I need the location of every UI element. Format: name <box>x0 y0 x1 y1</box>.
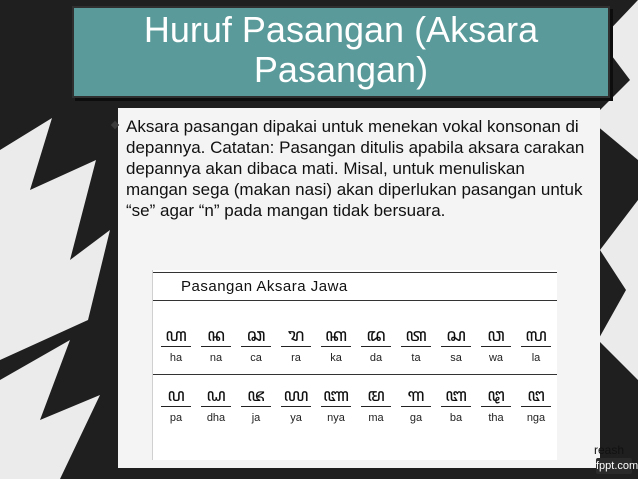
table-title: Pasangan Aksara Jawa <box>181 278 348 295</box>
latin-label-ma: ma <box>368 412 384 424</box>
aksara-table <box>152 270 557 460</box>
javanese-glyph-ma: ꦩ <box>367 385 385 406</box>
glyph-baseline <box>321 406 351 407</box>
latin-label-ya: ya <box>290 412 302 424</box>
javanese-glyph-da: ꦢ <box>366 325 386 346</box>
glyph-baseline <box>441 346 471 347</box>
title-line-1: Huruf Pasangan (Aksara <box>143 9 539 50</box>
glyph-baseline <box>481 346 511 347</box>
javanese-glyph-la: ꦭ <box>525 325 547 346</box>
javanese-glyph-dha: ꦝ <box>206 385 226 406</box>
row2-cell-pa <box>157 380 195 432</box>
javanese-glyph-na: ꦤ <box>207 325 225 346</box>
footer-text: reash <box>594 443 625 457</box>
latin-label-nya: nya <box>327 412 345 424</box>
table-row-2 <box>153 380 557 432</box>
row2-cell-tha <box>477 380 515 432</box>
glyph-baseline <box>201 406 231 407</box>
glyph-baseline <box>361 406 391 407</box>
row2-cell-nya <box>317 380 355 432</box>
row1-cell-ta <box>397 320 435 372</box>
latin-label-pa: pa <box>169 412 183 424</box>
row2-cell-ja <box>237 380 275 432</box>
glyph-baseline <box>241 406 271 407</box>
javanese-glyph-nya: ꦚ <box>323 385 349 406</box>
glyph-baseline <box>521 406 551 407</box>
table-row-1 <box>153 320 557 372</box>
latin-label-la: la <box>531 352 541 364</box>
latin-label-sa: sa <box>450 352 462 364</box>
latin-label-wa: wa <box>488 352 504 364</box>
javanese-glyph-ra: ꦫ <box>287 325 305 346</box>
javanese-glyph-ta: ꦠ <box>405 325 427 346</box>
slide-title <box>72 10 610 90</box>
javanese-glyph-nga: ꦔ <box>527 385 545 406</box>
row2-cell-dha <box>197 380 235 432</box>
row1-cell-sa <box>437 320 475 372</box>
fppt-logo: fppt.com <box>596 460 638 472</box>
glyph-baseline <box>281 406 311 407</box>
row2-cell-ba <box>437 380 475 432</box>
glyph-baseline <box>161 346 191 347</box>
glyph-baseline <box>441 406 471 407</box>
row1-cell-da <box>357 320 395 372</box>
glyph-baseline <box>161 406 191 407</box>
latin-label-tha: tha <box>488 412 504 424</box>
glyph-baseline <box>401 406 431 407</box>
glyph-baseline <box>201 346 231 347</box>
glyph-baseline <box>401 346 431 347</box>
row1-cell-ca <box>237 320 275 372</box>
javanese-glyph-sa: ꦱ <box>446 325 466 346</box>
glyph-baseline <box>521 346 551 347</box>
glyph-baseline <box>481 406 511 407</box>
row2-cell-ya <box>277 380 315 432</box>
latin-label-ba: ba <box>449 412 463 424</box>
latin-label-ra: ra <box>291 352 301 364</box>
row1-cell-ra <box>277 320 315 372</box>
latin-label-ta: ta <box>411 352 421 364</box>
javanese-glyph-ba: ꦧ <box>445 385 467 406</box>
javanese-glyph-ca: ꦕ <box>246 325 266 346</box>
latin-label-ca: ca <box>250 352 262 364</box>
row1-cell-wa <box>477 320 515 372</box>
title-line-2: Pasangan) <box>253 49 429 90</box>
latin-label-dha: dha <box>206 412 226 424</box>
glyph-baseline <box>281 346 311 347</box>
javanese-glyph-ga: ꦒ <box>407 385 425 406</box>
latin-label-na: na <box>209 352 223 364</box>
javanese-glyph-ya: ꦪ <box>283 385 309 406</box>
latin-label-da: da <box>369 352 383 364</box>
javanese-glyph-tha: ꦛ <box>487 385 505 406</box>
javanese-glyph-ka: ꦏ <box>325 325 347 346</box>
javanese-glyph-ha: ꦲ <box>165 325 187 346</box>
latin-label-ga: ga <box>409 412 423 424</box>
table-rule-top <box>153 272 557 273</box>
javanese-glyph-wa: ꦮ <box>487 325 505 346</box>
latin-label-ja: ja <box>251 412 261 424</box>
bullet-paragraph: Aksara pasangan dipakai untuk menekan vokal konsonan di depannya. Catatan: Pasangan ditulis apabila aksara carakan depannya akan dibaca mati. Misal, untuk menuliskan mangan sega (makan nasi) akan diperlukan pasangan untuk “se” agar “n” pada mangan tidak bersuara. <box>126 117 585 220</box>
latin-label-ha: ha <box>169 352 183 364</box>
row2-cell-nga <box>517 380 555 432</box>
row2-cell-ma <box>357 380 395 432</box>
glyph-baseline <box>361 346 391 347</box>
table-rule-header <box>153 300 557 301</box>
javanese-glyph-pa: ꦥ <box>167 385 185 406</box>
row1-cell-na <box>197 320 235 372</box>
row1-cell-la <box>517 320 555 372</box>
row2-cell-ga <box>397 380 435 432</box>
row1-cell-ha <box>157 320 195 372</box>
latin-label-nga: nga <box>526 412 546 424</box>
latin-label-ka: ka <box>330 352 342 364</box>
table-rule-middle <box>153 374 557 375</box>
glyph-baseline <box>321 346 351 347</box>
row1-cell-ka <box>317 320 355 372</box>
glyph-baseline <box>241 346 271 347</box>
javanese-glyph-ja: ꦗ <box>247 385 265 406</box>
